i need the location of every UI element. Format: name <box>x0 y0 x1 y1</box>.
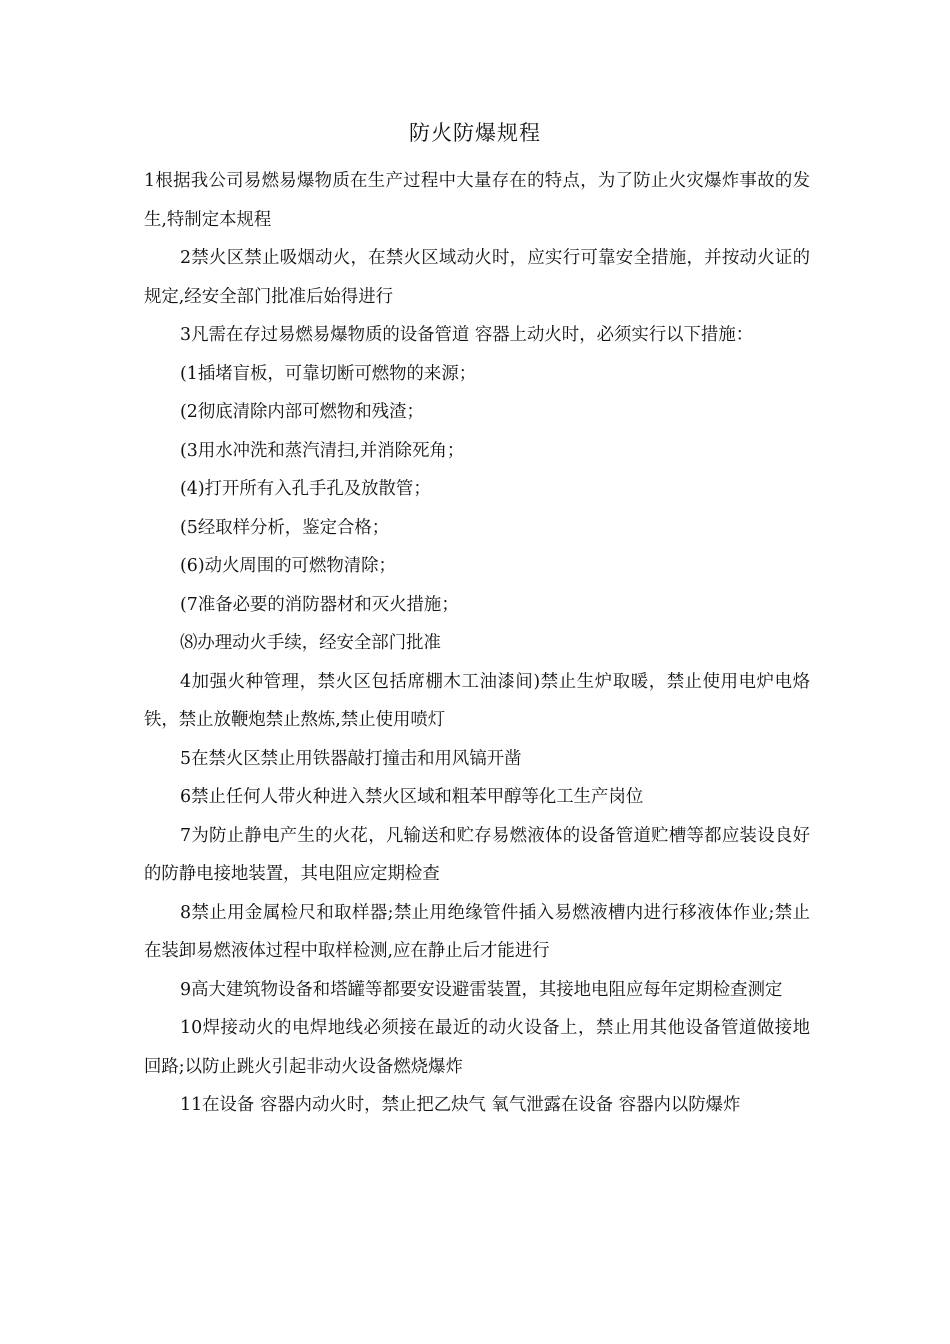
paragraph-1: 1根据我公司易燃易爆物质在生产过程中大量存在的特点，为了防止火灾爆炸事故的发生,特制定本规程 <box>144 171 810 230</box>
paragraph-2: 2禁火区禁止吸烟动火，在禁火区域动火时，应实行可靠安全措施，并按动火证的规定,经安全部门批准后始得进行 <box>144 248 810 307</box>
paragraph-4: 4加强火种管理，禁火区包括席棚木工油漆间)禁止生炉取暖，禁止使用电炉电烙铁，禁止放鞭炮禁止熬炼,禁止使用喷灯 <box>144 671 810 730</box>
list-item-4: (4)打开所有入孔手孔及放散管； <box>180 479 431 499</box>
paragraph-11: 11在设备 容器内动火时，禁止把乙炔气 氧气泄露在设备 容器内以防爆炸 <box>180 1095 741 1115</box>
list-item-1: (1插堵盲板，可靠切断可燃物的来源； <box>180 363 477 384</box>
paragraph-7: 7为防止静电产生的火花，凡输送和贮存易燃液体的设备管道贮槽等都应装设良好的防静电接地装置，其电阻应定期检查 <box>144 825 810 884</box>
document-title: 防火防爆规程 <box>409 121 541 145</box>
paragraph-6: 6禁止任何人带火种进入禁火区域和粗苯甲醇等化工生产岗位 <box>180 787 644 807</box>
paragraph-9: 9高大建筑物设备和塔罐等都要安设避雷装置，其接地电阻应每年定期检查测定 <box>180 979 783 1000</box>
paragraph-8: 8禁止用金属检尺和取样器;禁止用绝缘管件插入易燃液槽内进行移液体作业;禁止在装卸易燃液体过程中取样检测,应在静止后才能进行 <box>144 902 810 961</box>
list-item-2: (2彻底清除内部可燃物和残渣； <box>180 402 424 422</box>
list-item-6: (6)动火周围的可燃物清除； <box>180 556 396 576</box>
list-item-5: (5经取样分析，鉴定合格； <box>180 517 390 538</box>
list-item-3: (3用水冲洗和蒸汽清扫,并消除死角； <box>180 440 465 461</box>
list-item-8: ⑻办理动火手续，经安全部门批准 <box>180 633 441 653</box>
paragraph-10: 10焊接动火的电焊地线必须接在最近的动火设备上，禁止用其他设备管道做接地回路;以防止跳火引起非动火设备燃烧爆炸 <box>144 1018 810 1077</box>
paragraph-5: 5在禁火区禁止用铁器敲打撞击和用风镐开凿 <box>180 748 522 769</box>
list-item-7: (7准备必要的消防器材和灭火措施； <box>180 594 459 615</box>
paragraph-3: 3凡需在存过易燃易爆物质的设备管道 容器上动火时，必须实行以下措施： <box>180 325 754 345</box>
document-body <box>144 162 810 1125</box>
